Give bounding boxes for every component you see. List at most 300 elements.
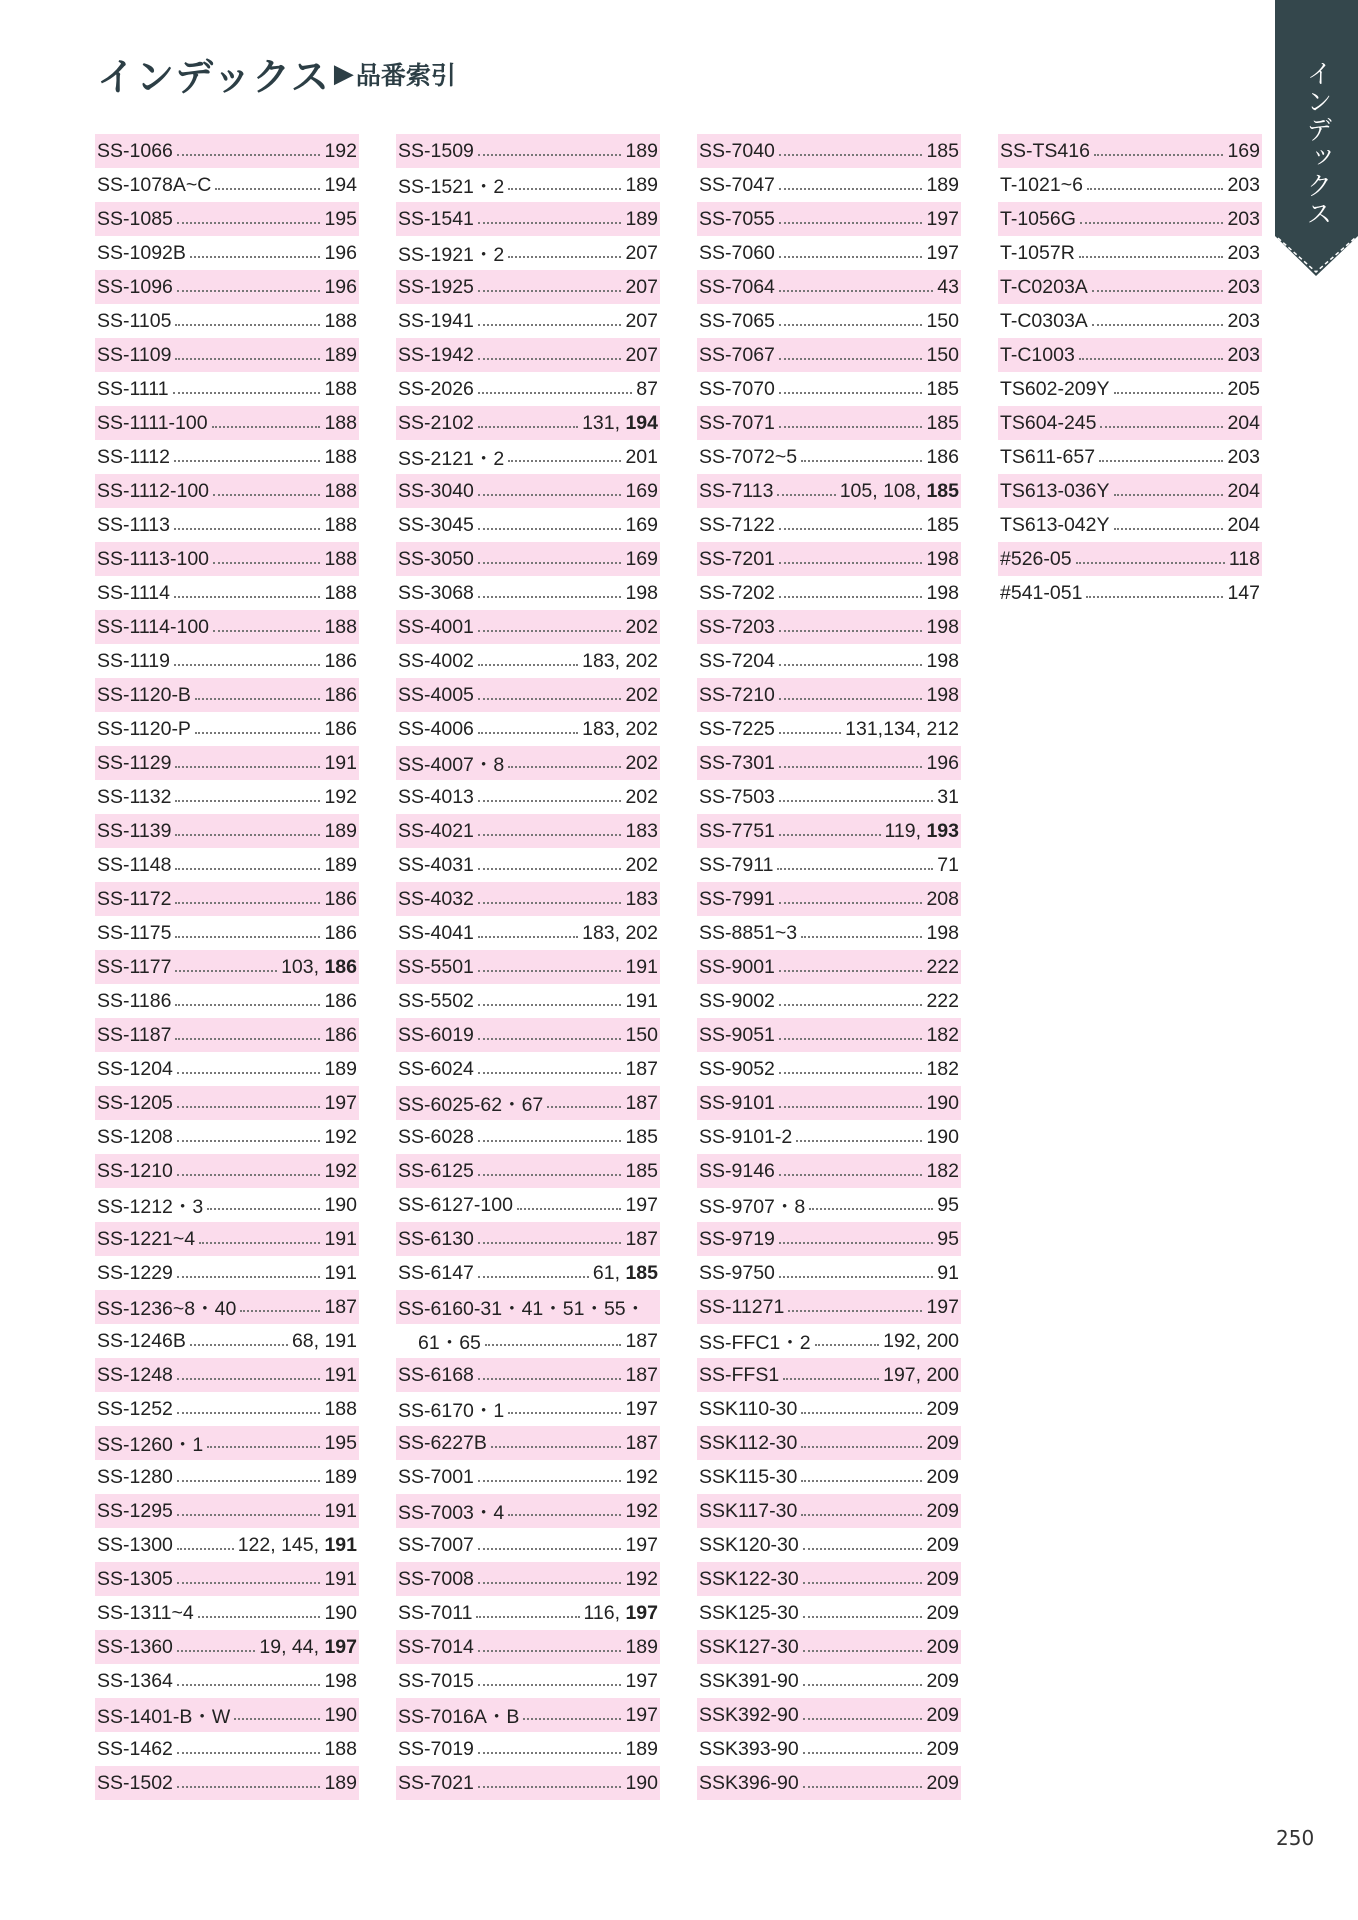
entry-code: SS-9707・8 (699, 1196, 806, 1218)
dot-leader (803, 1785, 923, 1788)
entry-code: SS-FFS1 (699, 1363, 780, 1386)
entry-page-numbers: 198 (926, 683, 959, 706)
entry-code: #541-051 (1000, 581, 1083, 604)
index-entry (95, 1426, 359, 1460)
index-entry (95, 1494, 359, 1528)
index-entry (95, 1052, 359, 1086)
entry-pages (324, 1194, 357, 1217)
entry-pages (324, 1262, 357, 1285)
entry-page-numbers: 189 (324, 819, 357, 842)
index-entry (697, 236, 961, 270)
dot-leader (517, 1207, 622, 1210)
entry-pages (625, 208, 658, 231)
entry-page-numbers: 150 (926, 309, 959, 332)
entry-code: SS-1229 (97, 1261, 173, 1284)
index-entry (396, 1222, 660, 1256)
dot-leader (508, 1513, 621, 1516)
entry-code: SSK110-30 (699, 1397, 798, 1420)
entry-code: SS-7016A・B (398, 1706, 520, 1728)
entry-code: SS-1208 (97, 1125, 173, 1148)
index-entry (95, 678, 359, 712)
entry-page-numbers: 191 (324, 1363, 357, 1386)
dot-leader (173, 391, 321, 394)
entry-page-numbers: 195 (324, 1431, 357, 1454)
entry-pages (625, 140, 658, 163)
entry-main-page: 185 (926, 479, 959, 502)
index-entry (697, 780, 961, 814)
entry-page-numbers: 68, 191 (291, 1329, 357, 1352)
entry-pages (582, 412, 658, 435)
index-entry (396, 1562, 660, 1596)
index-entry (998, 508, 1262, 542)
index-entry (396, 168, 660, 202)
entry-pages (324, 140, 357, 163)
index-entry (697, 168, 961, 202)
entry-pages (926, 1398, 959, 1421)
index-column-2 (396, 134, 660, 1800)
index-entry (697, 1528, 961, 1562)
dot-leader (779, 833, 881, 836)
entry-page-numbers: 197 (625, 1193, 658, 1216)
index-entry (697, 882, 961, 916)
dot-leader (177, 1275, 321, 1278)
entry-main-page: 197 (324, 1635, 357, 1658)
entry-page-numbers: 188 (324, 1737, 357, 1760)
entry-page-numbers: 209 (926, 1601, 959, 1624)
entry-page-numbers: 204 (1227, 479, 1260, 502)
entry-code: SS-2121・2 (398, 448, 505, 470)
entry-page-numbers: 198 (926, 581, 959, 604)
index-tab[interactable] (1275, 0, 1358, 280)
entry-page-numbers: 43 (937, 275, 959, 298)
entry-page-numbers: 197 (625, 1703, 658, 1726)
dot-leader (478, 1649, 622, 1652)
entry-pages (625, 1738, 658, 1761)
dot-leader (478, 391, 632, 394)
entry-pages (926, 548, 959, 571)
entry-pages (324, 1704, 357, 1727)
index-entry (697, 1222, 961, 1256)
entry-code: SS-1311~4 (97, 1601, 194, 1624)
dot-leader (478, 357, 622, 360)
dot-leader (478, 153, 622, 156)
entry-page-numbers: 187 (625, 1431, 658, 1454)
entry-code: SS-7070 (699, 377, 775, 400)
entry-code: SS-1541 (398, 207, 474, 230)
dot-leader (801, 1513, 922, 1516)
index-entry (396, 1698, 660, 1732)
dot-leader (175, 867, 320, 870)
index-entry (697, 746, 961, 780)
entry-code: SS-1085 (97, 207, 173, 230)
entry-code: SS-3045 (398, 513, 474, 536)
entry-page-numbers: 189 (324, 853, 357, 876)
index-entry (697, 950, 961, 984)
entry-code: SS-7003・4 (398, 1502, 505, 1524)
index-entry (396, 1052, 660, 1086)
dot-leader (478, 867, 622, 870)
entry-code: SS-1172 (97, 887, 172, 910)
dot-leader (1099, 459, 1223, 462)
entry-pages (625, 1228, 658, 1251)
entry-code: SSK127-30 (699, 1635, 799, 1658)
index-entry (697, 1358, 961, 1392)
entry-code: SS-1139 (97, 819, 172, 842)
entry-page-numbers: 116, (583, 1601, 626, 1624)
entry-page-numbers: 202 (625, 683, 658, 706)
entry-code: SS-6125 (398, 1159, 474, 1182)
entry-page-numbers: 103, (281, 955, 325, 978)
entry-page-numbers: 95 (937, 1193, 959, 1216)
dot-leader (508, 255, 621, 258)
index-entry (697, 1392, 961, 1426)
index-entry (396, 1766, 660, 1800)
entry-page-numbers: 189 (625, 173, 658, 196)
index-entry (697, 1766, 961, 1800)
entry-pages (625, 548, 658, 571)
dot-leader (1094, 153, 1223, 156)
entry-page-numbers: 182 (926, 1159, 959, 1182)
index-entry (396, 1630, 660, 1664)
index-entry (998, 406, 1262, 440)
entry-page-numbers: 183, 202 (582, 921, 658, 944)
dot-leader (476, 1615, 579, 1618)
entry-pages (582, 922, 658, 945)
entry-code: SS-7991 (699, 887, 775, 910)
dot-leader (213, 561, 320, 564)
entry-code: SS-1175 (97, 921, 172, 944)
entry-code: SS-4007・8 (398, 754, 505, 776)
index-entry (396, 1494, 660, 1528)
entry-code: SSK120-30 (699, 1533, 799, 1556)
entry-page-numbers: 209 (926, 1533, 959, 1556)
entry-code: T-1056G (1000, 207, 1076, 230)
entry-code: SS-1204 (97, 1057, 173, 1080)
entry-page-numbers: 191 (625, 989, 658, 1012)
index-entry (396, 304, 660, 338)
entry-code: TS613-042Y (1000, 513, 1110, 536)
index-entry (697, 1732, 961, 1766)
dot-leader (478, 595, 622, 598)
entry-pages (926, 956, 959, 979)
entry-pages (324, 242, 357, 265)
dot-leader (177, 1785, 321, 1788)
index-entry (95, 576, 359, 610)
title-main: インデックス (97, 55, 330, 99)
entry-page-numbers: 198 (625, 581, 658, 604)
dot-leader (478, 323, 622, 326)
entry-code: SS-1114 (97, 581, 170, 604)
entry-code: SS-7072~5 (699, 445, 798, 468)
entry-code: SS-1078A~C (97, 173, 212, 196)
dot-leader (478, 1683, 622, 1686)
entry-code: SS-1066 (97, 139, 173, 162)
dot-leader (1092, 289, 1224, 292)
index-entry (95, 916, 359, 950)
entry-code: SS-7007 (398, 1533, 474, 1556)
entry-pages (625, 1024, 658, 1047)
dot-leader (779, 1173, 923, 1176)
entry-code: SS-6170・1 (398, 1400, 505, 1422)
index-entry (95, 372, 359, 406)
dot-leader (174, 663, 320, 666)
index-entry (396, 712, 660, 746)
entry-code: SS-4002 (398, 649, 474, 672)
entry-pages (625, 1160, 658, 1183)
entry-page-numbers: 188 (324, 1397, 357, 1420)
entry-pages (926, 582, 959, 605)
entry-code: SS-1119 (97, 649, 170, 672)
dot-leader (803, 1547, 923, 1550)
entry-page-numbers: 204 (1227, 513, 1260, 536)
entry-pages (625, 820, 658, 843)
entry-page-numbers: 188 (324, 615, 357, 638)
entry-pages (1227, 582, 1260, 605)
entry-code: SS-1221~4 (97, 1227, 196, 1250)
entry-code: SS-1205 (97, 1091, 173, 1114)
entry-code: SS-1113 (97, 513, 170, 536)
index-entry (95, 542, 359, 576)
entry-page-numbers: 119, (884, 819, 927, 842)
index-entry (697, 372, 961, 406)
entry-code: SS-7204 (699, 649, 775, 672)
entry-code: SS-7503 (699, 785, 775, 808)
entry-page-numbers: 183, 202 (582, 649, 658, 672)
entry-page-numbers: 189 (926, 173, 959, 196)
index-entry (95, 1630, 359, 1664)
dot-leader (779, 969, 923, 972)
entry-pages (625, 752, 658, 775)
index-entry (697, 1188, 961, 1222)
index-entry (95, 304, 359, 338)
entry-pages (1227, 480, 1260, 503)
dot-leader (195, 731, 321, 734)
index-entry (697, 678, 961, 712)
index-entry (697, 1018, 961, 1052)
entry-pages (937, 1228, 959, 1251)
entry-page-numbers: 188 (324, 547, 357, 570)
entry-code: SS-7019 (398, 1737, 474, 1760)
entry-page-numbers: 209 (926, 1771, 959, 1794)
index-entry (396, 848, 660, 882)
entry-pages (926, 616, 959, 639)
index-entry (998, 576, 1262, 610)
dot-leader (485, 1343, 622, 1346)
index-entry (396, 1426, 660, 1460)
entry-page-numbers: 198 (324, 1669, 357, 1692)
entry-page-numbers: 204 (1227, 411, 1260, 434)
entry-page-numbers: 189 (324, 343, 357, 366)
entry-code: SS-1364 (97, 1669, 173, 1692)
dot-leader (803, 1683, 923, 1686)
entry-code: SS-7014 (398, 1635, 474, 1658)
entry-page-numbers: 190 (625, 1771, 658, 1794)
entry-pages (324, 854, 357, 877)
dot-leader (803, 1751, 923, 1754)
entry-pages (625, 1636, 658, 1659)
entry-pages (324, 1772, 357, 1795)
entry-page-numbers: 209 (926, 1431, 959, 1454)
dot-leader (779, 629, 923, 632)
entry-page-numbers: 150 (625, 1023, 658, 1046)
entry-pages (625, 174, 658, 197)
dot-leader (177, 1683, 321, 1686)
index-entry (95, 406, 359, 440)
entry-page-numbers: 186 (324, 921, 357, 944)
entry-code: SS-6028 (398, 1125, 474, 1148)
dot-leader (478, 1581, 622, 1584)
entry-pages (324, 820, 357, 843)
entry-code: SS-1177 (97, 955, 172, 978)
entry-page-numbers: 196 (926, 751, 959, 774)
entry-page-numbers: 187 (625, 1091, 658, 1114)
index-entry (95, 1460, 359, 1494)
dot-leader (779, 1003, 923, 1006)
dot-leader (801, 935, 922, 938)
index-entry (95, 508, 359, 542)
entry-page-numbers: 188 (324, 445, 357, 468)
entry-pages (625, 310, 658, 333)
index-entry (396, 1664, 660, 1698)
entry-page-numbers: 192 (625, 1465, 658, 1488)
entry-pages (625, 1466, 658, 1489)
entry-page-numbers: 131, (582, 411, 626, 434)
index-entry (95, 848, 359, 882)
entry-code: SS-1360 (97, 1635, 173, 1658)
index-entry (396, 202, 660, 236)
entry-page-numbers: 183, 202 (582, 717, 658, 740)
entry-pages (625, 1398, 658, 1421)
entry-code: SS-7008 (398, 1567, 474, 1590)
entry-pages (324, 888, 357, 911)
entry-pages (324, 480, 357, 503)
entry-code: SS-1111 (97, 377, 169, 400)
entry-pages (625, 1534, 658, 1557)
entry-code: SS-1941 (398, 309, 474, 332)
index-entry (697, 576, 961, 610)
entry-code: SS-1210 (97, 1159, 173, 1182)
entry-page-numbers: 192 (324, 785, 357, 808)
index-entry (95, 270, 359, 304)
dot-leader (198, 1615, 321, 1618)
index-entry (95, 814, 359, 848)
entry-code: SSK391-90 (699, 1669, 799, 1692)
index-entry (396, 1290, 660, 1324)
entry-code: SS-1148 (97, 853, 172, 876)
index-entry (396, 1596, 660, 1630)
entry-page-numbers: 95 (937, 1227, 959, 1250)
entry-page-numbers: 183 (625, 819, 658, 842)
entry-code: SS-7065 (699, 309, 775, 332)
index-entry (998, 372, 1262, 406)
dot-leader (779, 731, 841, 734)
entry-code: SSK117-30 (699, 1499, 798, 1522)
entry-code: SS-7122 (699, 513, 775, 536)
index-entry (95, 882, 359, 916)
entry-page-numbers: 61, (592, 1261, 626, 1284)
entry-code: SS-7047 (699, 173, 775, 196)
entry-page-numbers: 189 (625, 1635, 658, 1658)
entry-pages (926, 922, 959, 945)
entry-pages (926, 1126, 959, 1149)
entry-page-numbers: 118 (1228, 547, 1260, 570)
entry-code: SS-9719 (699, 1227, 775, 1250)
dot-leader (1079, 357, 1224, 360)
entry-page-numbers: 182 (926, 1023, 959, 1046)
entry-pages (926, 1160, 959, 1183)
entry-code: SS-1132 (97, 785, 172, 808)
entry-page-numbers: 198 (926, 649, 959, 672)
entry-pages (324, 310, 357, 333)
index-entry (95, 746, 359, 780)
entry-page-numbers: 186 (324, 1023, 357, 1046)
entry-code: SS-1186 (97, 989, 172, 1012)
entry-main-page: 191 (324, 1533, 357, 1556)
entry-page-numbers: 186 (324, 717, 357, 740)
entry-pages (324, 1160, 357, 1183)
dot-leader (478, 527, 622, 530)
entry-pages (883, 1364, 959, 1387)
entry-page-numbers: 197 (625, 1397, 658, 1420)
dot-leader (478, 1751, 622, 1754)
dot-leader (478, 697, 622, 700)
index-entry (95, 610, 359, 644)
dot-leader (213, 493, 320, 496)
entry-code: T-C0203A (1000, 275, 1088, 298)
entry-page-numbers: 190 (324, 1193, 357, 1216)
dot-leader (175, 1003, 320, 1006)
index-entry (95, 950, 359, 984)
dot-leader (779, 1275, 933, 1278)
entry-page-numbers: 190 (926, 1125, 959, 1148)
index-entry (697, 1698, 961, 1732)
entry-page-numbers: 191 (324, 751, 357, 774)
dot-leader (803, 1717, 923, 1720)
index-entry (697, 1494, 961, 1528)
entry-page-numbers: 188 (324, 581, 357, 604)
index-entry (396, 1528, 660, 1562)
dot-leader (478, 731, 578, 734)
index-entry (396, 1358, 660, 1392)
entry-code: SS-7071 (699, 411, 775, 434)
entry-page-numbers: 31 (937, 785, 959, 808)
dot-leader (175, 357, 320, 360)
entry-page-numbers: 185 (926, 377, 959, 400)
entry-page-numbers: 189 (324, 1465, 357, 1488)
entry-code: SSK393-90 (699, 1737, 799, 1760)
entry-pages (324, 276, 357, 299)
entry-page-numbers: 187 (625, 1329, 658, 1352)
entry-page-numbers: 19, 44, (259, 1635, 325, 1658)
index-entry (998, 304, 1262, 338)
index-entry (396, 508, 660, 542)
entry-pages (926, 208, 959, 231)
title-subtitle: 品番索引 (355, 60, 456, 90)
entry-pages (926, 242, 959, 265)
index-entry (697, 814, 961, 848)
entry-pages (1227, 208, 1260, 231)
dot-leader (801, 459, 922, 462)
entry-code: SS-4032 (398, 887, 474, 910)
entry-pages (324, 1024, 357, 1047)
entry-pages (926, 1534, 959, 1557)
index-entry (697, 440, 961, 474)
entry-page-numbers: 91 (937, 1261, 959, 1284)
entry-page-numbers: 203 (1227, 445, 1260, 468)
entry-page-numbers: 198 (926, 615, 959, 638)
index-entry (998, 168, 1262, 202)
dot-leader (777, 867, 933, 870)
